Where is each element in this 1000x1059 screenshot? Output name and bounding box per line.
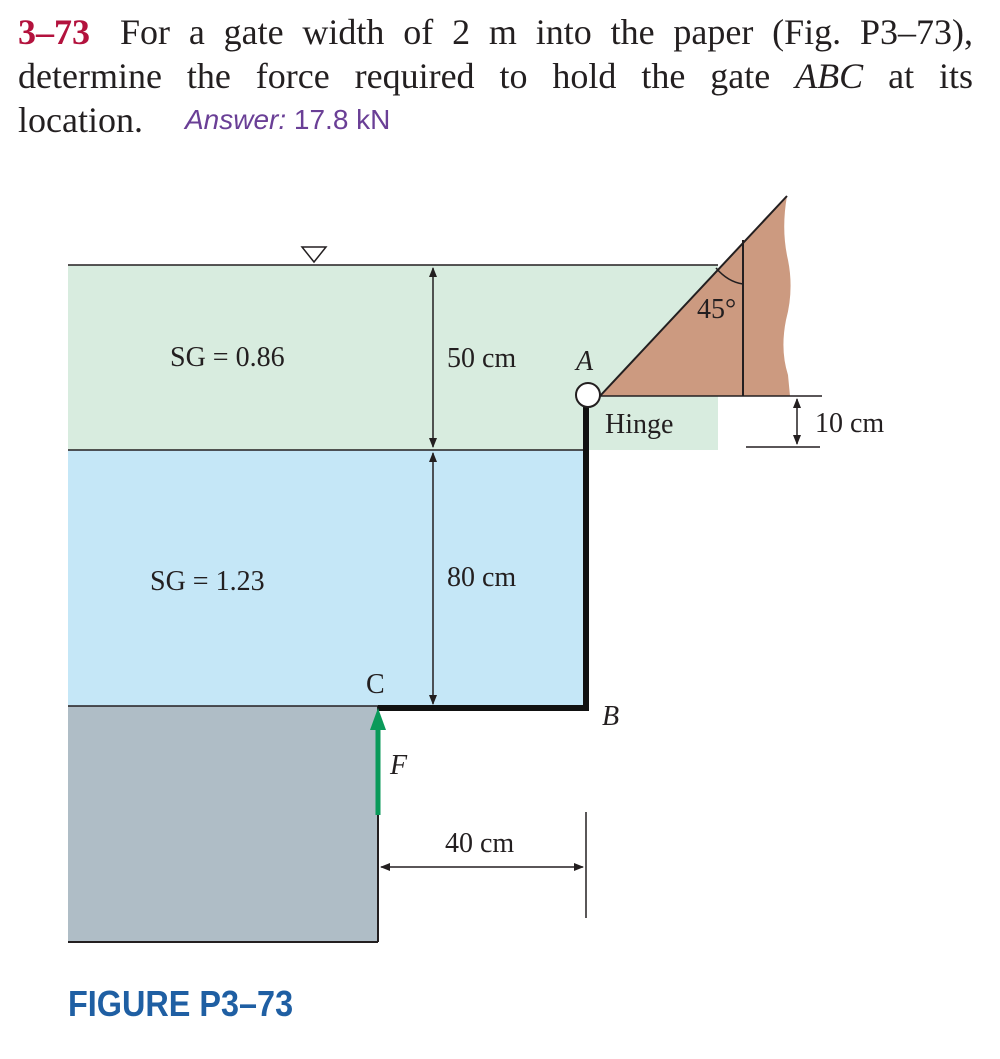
problem-line-2-pre: determine the force required to hold the gate (18, 56, 771, 96)
lower-depth-label: 80 cm (447, 562, 517, 593)
problem-line-1-text: For a gate width of 2 m into the paper (Fig. P3–73), (120, 12, 973, 52)
answer-value: 17.8 kN (293, 104, 391, 135)
problem-line-2-post: at its (888, 56, 974, 96)
lower-fluid-label: SG = 1.23 (150, 566, 265, 597)
free-surface-symbol (302, 247, 326, 262)
problem-line-3-text: location. (18, 100, 143, 140)
upper-fluid-label: SG = 0.86 (170, 342, 285, 373)
angle-label: 45° (697, 294, 737, 325)
gate-name: ABC (795, 56, 864, 96)
point-a-label: A (576, 346, 594, 377)
hinge-circle (576, 383, 600, 407)
point-b-label: B (602, 701, 620, 732)
problem-number-text: 3–73 (18, 12, 90, 52)
hinge-offset-label: 10 cm (815, 408, 885, 439)
force-label: F (390, 750, 408, 781)
bottom-length-label: 40 cm (445, 828, 515, 859)
answer-label: Answer: (184, 104, 287, 135)
ground-block (68, 706, 378, 942)
figure-caption: FIGURE P3–73 (68, 983, 294, 1024)
upper-depth-label: 50 cm (447, 343, 517, 374)
hinge-label: Hinge (605, 409, 674, 440)
point-c-label: C (366, 669, 385, 700)
